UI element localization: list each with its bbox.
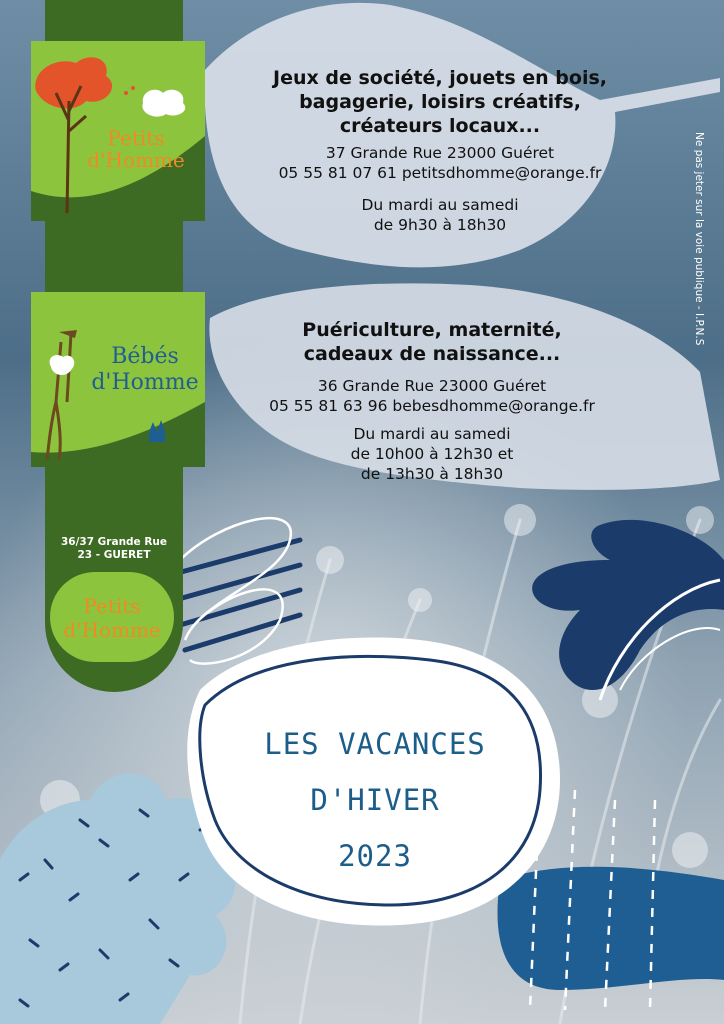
shop1-headline — [230, 66, 650, 138]
sidebar-round-logo — [50, 572, 174, 662]
shop2-hours-line: Du mardi au samedi — [353, 425, 511, 443]
bebes-dhomme-logo — [31, 292, 205, 467]
sidebar-logo-line2: d'Homme — [63, 618, 161, 642]
logo2-line2: d'Homme — [91, 370, 199, 395]
vertical-notice: Ne pas jeter sur la voie publique - I.P.N.S — [693, 132, 705, 346]
shop2-phone-email: 05 55 81 63 96 bebesdhomme@orange.fr — [269, 397, 595, 415]
logo2-line1: Bébés — [111, 344, 179, 369]
logo1-line1: Petits — [107, 126, 165, 150]
shop2-hours — [222, 424, 642, 484]
blue-blob-shape — [498, 867, 724, 990]
shop1-hours-line: Du mardi au samedi — [361, 196, 519, 214]
shop2-hours-line: de 10h00 à 12h30 et — [350, 445, 514, 463]
shop2-headline-line: Puériculture, maternité, — [302, 319, 562, 341]
shop1-phone-email: 05 55 81 07 61 petitsdhomme@orange.fr — [278, 164, 602, 182]
shop1-contact — [230, 143, 650, 183]
shop2-hours-line: de 13h30 à 18h30 — [360, 465, 504, 483]
navy-leaf-shape — [532, 520, 724, 690]
shop1-headline-line: créateurs locaux... — [339, 115, 541, 137]
event-title — [230, 716, 520, 884]
event-title-year: 2023 — [338, 839, 412, 873]
shop2-address: 36 Grande Rue 23000 Guéret — [317, 377, 547, 395]
event-title-line2: D'HIVER — [310, 783, 440, 817]
shop1-headline-line: bagagerie, loisirs créatifs, — [299, 91, 581, 113]
sidebar-address — [45, 536, 183, 562]
event-title-line1: LES VACANCES — [264, 727, 486, 761]
shop1-headline-line: Jeux de société, jouets en bois, — [273, 67, 607, 89]
shop1-hours — [230, 195, 650, 235]
sidebar-address-line2: 23 - GUERET — [77, 549, 151, 561]
shop2-contact — [222, 376, 642, 416]
logo1-line2: d'Homme — [87, 148, 185, 172]
petits-dhomme-logo — [31, 41, 205, 221]
sidebar-logo-line1: Petits — [83, 594, 141, 618]
sidebar-address-line1: 36/37 Grande Rue — [60, 536, 168, 548]
shop2-headline — [222, 318, 642, 366]
shop1-address: 37 Grande Rue 23000 Guéret — [325, 144, 555, 162]
shop1-hours-line: de 9h30 à 18h30 — [373, 216, 507, 234]
shop2-headline-line: cadeaux de naissance... — [303, 343, 561, 365]
